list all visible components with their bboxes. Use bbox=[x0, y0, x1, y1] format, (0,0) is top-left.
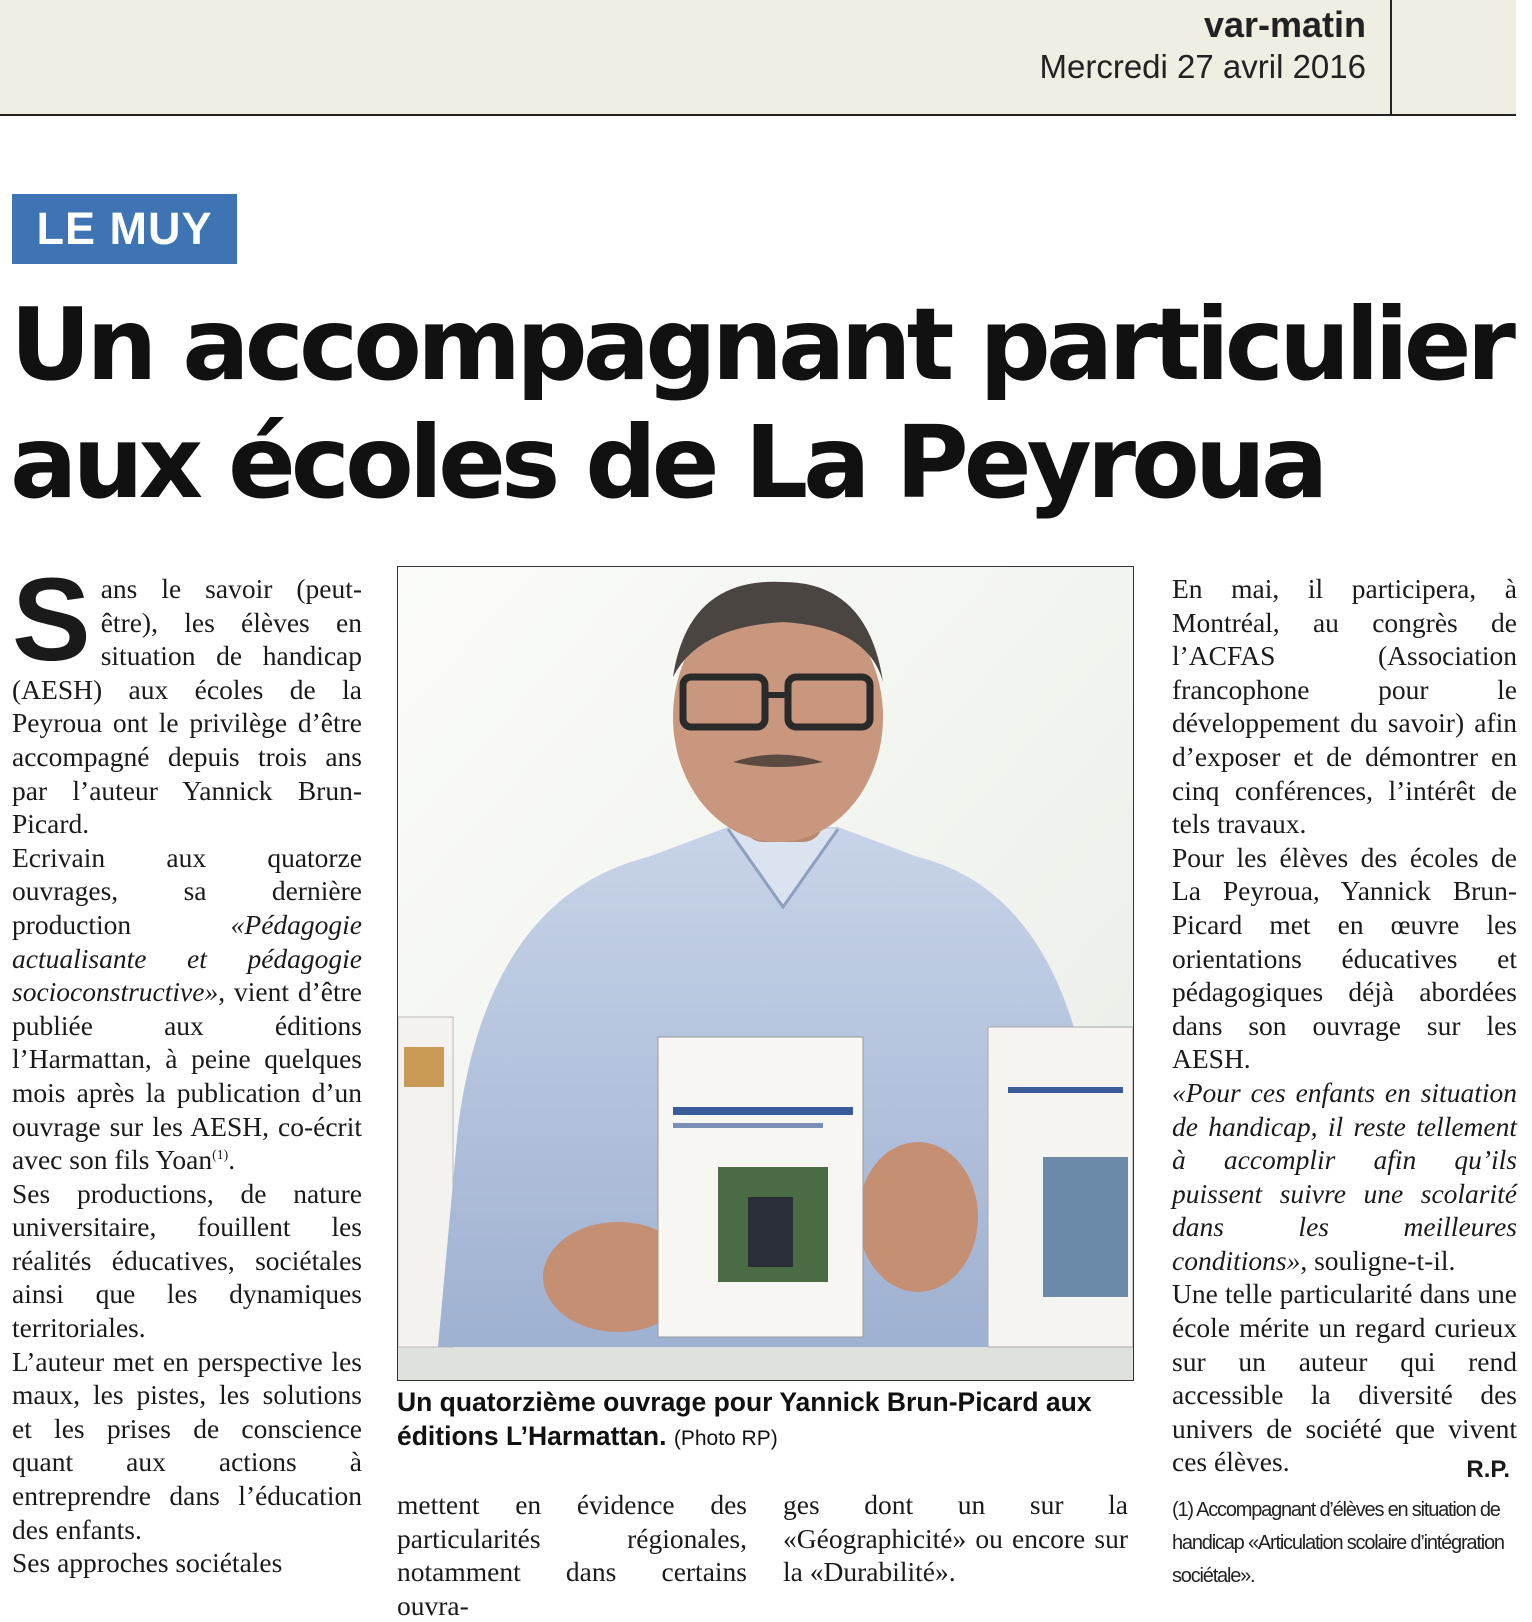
photo-caption bbox=[397, 1385, 1137, 1456]
quote: «Pour ces enfants en situation de handicap, il reste tellement à accomplir afin qu’ils puissent suivre une scolarité dans les meilleures conditions» bbox=[1172, 1076, 1517, 1276]
footnote: (1) Accompagnant d’élèves en situation de handicap «Articulation scolaire d’intégration sociétale». bbox=[1172, 1499, 1504, 1587]
paragraph-text: . bbox=[228, 1144, 236, 1176]
article-column-1 bbox=[12, 554, 362, 1580]
author-signature: R.P. bbox=[1466, 1456, 1510, 1483]
paragraph-text: , souligne-t-il. bbox=[1300, 1244, 1456, 1276]
photo-illustration bbox=[398, 567, 1133, 1380]
section-rubric: LE MUY bbox=[12, 194, 237, 264]
paragraph: L’auteur met en perspective les maux, les pistes, les solutions et les prises de conscience quant aux actions à entreprendre dans l’éducation des enfants. bbox=[12, 1345, 362, 1545]
headline-line-2: aux écoles de La Peyroua bbox=[10, 404, 1324, 521]
article-column-2a: mettent en évidence des particularités régionales, notamment dans certains ouvra- bbox=[397, 1489, 747, 1621]
book-title-quote: «Pédagogie actualisante et pédagogie socioconstructive» bbox=[12, 908, 362, 1008]
caption-text: Un quatorzième ouvrage pour Yannick Brun-Picard aux éditions L’Harmattan. bbox=[397, 1387, 1092, 1451]
paragraph-text: , vient d’être publiée aux éditions l’Harmattan, à peine quelques mois après la publication d’un ouvrage sur les AESH, co-écrit avec son fils Yoan bbox=[12, 976, 362, 1176]
newspaper-name: var-matin bbox=[1203, 4, 1366, 45]
drop-cap: S bbox=[12, 554, 91, 686]
paragraph bbox=[1172, 1076, 1517, 1278]
paragraph: En mai, il participera, à Montréal, au congrès de l’ACFAS (Association francophone pour le développement du savoir) afin d’exposer et de démontrer en cinq conférences, l’intérêt de tels travaux. bbox=[1172, 573, 1517, 840]
paragraph-text: Ecrivain aux quatorze ouvrages, sa dernière production bbox=[12, 841, 362, 940]
paragraph-text: ans le savoir (peut-être), les élèves en situation de handicap (AESH) aux écoles de la Peyroua ont le privilège d’être accompagné depuis trois ans par l’auteur Yannick Brun-Picard. bbox=[12, 573, 362, 840]
masthead bbox=[0, 0, 1516, 116]
paragraph: Une telle particularité dans une école mérite un regard curieux sur un auteur qui rend accessible la diversité des univers de société que vivent ces élèves. bbox=[1172, 1278, 1517, 1478]
paragraph bbox=[12, 554, 362, 841]
photo-credit: (Photo RP) bbox=[673, 1427, 778, 1450]
headline-line-1: Un accompagnant particulier bbox=[10, 286, 1511, 403]
paragraph bbox=[12, 841, 362, 1177]
paragraph: Ses approches sociétales bbox=[12, 1547, 283, 1579]
publication-date: Mercredi 27 avril 2016 bbox=[1039, 48, 1366, 85]
footnote-ref: (1) bbox=[212, 1146, 229, 1162]
article-column-3 bbox=[1172, 572, 1517, 1479]
headline bbox=[10, 286, 1520, 522]
article-photo bbox=[397, 566, 1134, 1381]
article-column-2b: ges dont un sur la «Géographicité» ou encore sur la «Durabilité». bbox=[783, 1489, 1128, 1588]
paragraph: Ses productions, de nature universitaire, fouillent les réalités éducatives, sociétales ainsi que les dynamiques territoriales. bbox=[12, 1177, 362, 1344]
paragraph: Pour les élèves des écoles de La Peyroua, Yannick Brun-Picard met en œuvre les orientations éducatives et pédagogiques déjà abordées dans son ouvrage sur les AESH. bbox=[1172, 841, 1517, 1075]
masthead-divider bbox=[1390, 0, 1392, 114]
